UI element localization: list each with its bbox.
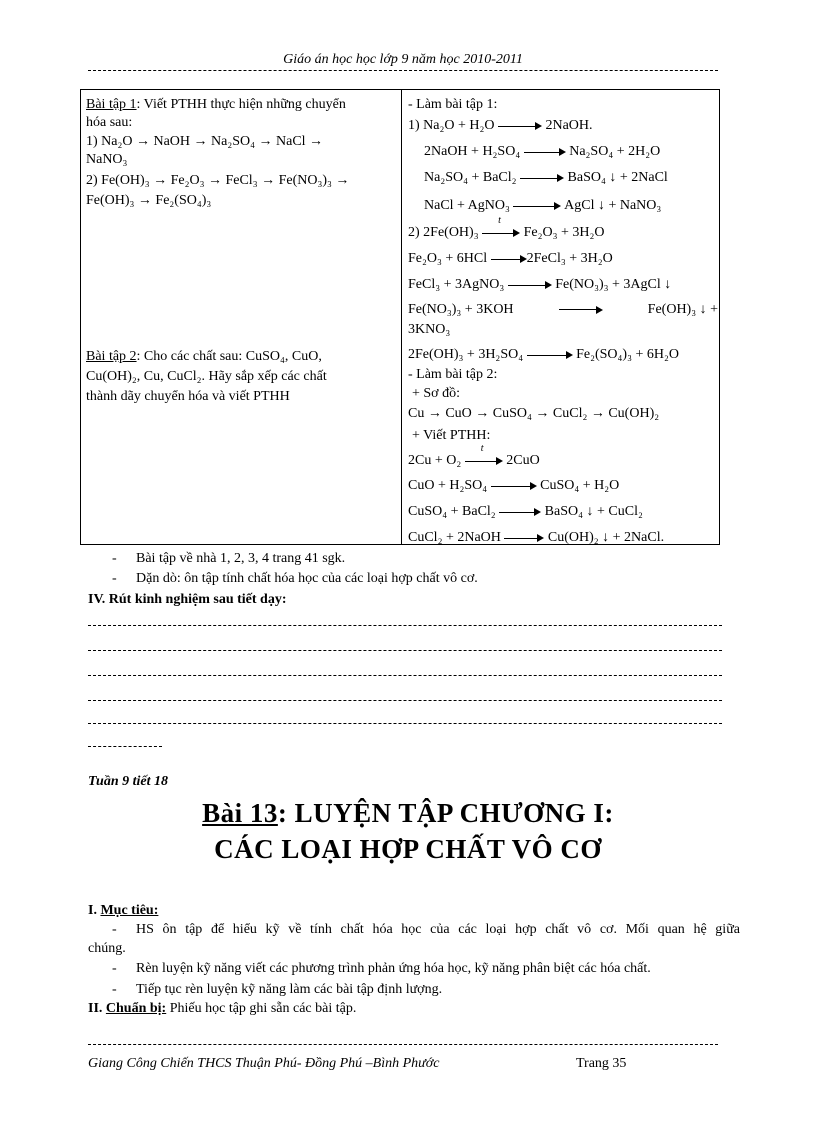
equation-row: 2Cu + O₂ t 2CuO [408, 443, 540, 468]
reaction-arrow-icon [524, 143, 566, 160]
objectives-heading: I. Mục tiêu: [88, 903, 159, 918]
objective-item: HS ôn tập để hiểu kỹ về tính chất hóa học của các loại hợp chất vô cơ. Mối quan hệ giữa [136, 922, 740, 937]
exercise-1-title: Bài tập 1 [86, 97, 137, 112]
equation-row: FeCl₃ + 3AgNO₃ Fe(NO₃)₃ + 3AgCl ↓ [408, 277, 672, 292]
equation-row: Fe₂O₃ + 6HCl 2FeCl₃ + 3H₂O [408, 251, 613, 266]
header-divider [88, 70, 718, 71]
reaction-arrow-icon [499, 503, 541, 520]
note-line [88, 650, 722, 651]
equation-row: 2NaOH + H₂SO₄ Na₂SO₄ + 2H₂O [424, 144, 661, 159]
dash-bullet: - [112, 922, 117, 937]
reaction-arrow-icon [513, 197, 561, 214]
note-line [88, 675, 722, 676]
equation-row: CuO + H₂SO₄ CuSO₄ + H₂O [408, 478, 620, 493]
footer-author: Giang Công Chiến THCS Thuận Phú- Đồng Phú –Bình Phước [88, 1056, 440, 1071]
dash-bullet: - [112, 571, 117, 586]
reaction-arrow-icon [491, 250, 527, 267]
reaction-arrow-icon [491, 477, 537, 494]
heat-arrow-icon: t [465, 452, 503, 469]
footer-divider [88, 1044, 718, 1045]
dash-bullet: - [112, 982, 117, 997]
table-column-divider [401, 89, 402, 545]
dash-bullet: - [112, 961, 117, 976]
objective-item: Tiếp tục rèn luyện kỹ năng làm các bài tập định lượng. [136, 982, 443, 997]
equation-row: Fe(NO₃)₃ + 3KOH Fe(OH)₃ ↓ + [408, 302, 718, 317]
equation-row: NaCl + AgNO₃ AgCl ↓ + NaNO₃ [424, 198, 662, 213]
homework-item: Bài tập về nhà 1, 2, 3, 4 trang 41 sgk. [136, 551, 346, 566]
objective-item: Rèn luyện kỹ năng viết các phương trình phản ứng hóa học, kỹ năng phân biệt các hóa chất. [136, 961, 651, 976]
equation-row: CuSO₄ + BaCl₂ BaSO₄ ↓ + CuCl₂ [408, 504, 643, 519]
reaction-arrow-icon [520, 169, 564, 186]
page-header: Giáo án học học lớp 9 năm học 2010-2011 [283, 52, 523, 67]
note-line [88, 625, 722, 626]
equation-row: 1) Na₂O + H₂O 2NaOH. [408, 118, 593, 133]
dash-bullet: - [112, 551, 117, 566]
reaction-arrow-icon [559, 301, 603, 318]
heat-arrow-icon: t [482, 224, 520, 241]
lesson-title-line-2: CÁC LOẠI HỢP CHẤT VÔ CƠ [214, 834, 602, 864]
exercise-2-title: Bài tập 2 [86, 349, 137, 364]
reaction-arrow-icon [527, 346, 573, 363]
reaction-arrow-icon [498, 117, 542, 134]
lesson-title-line-1: Bài 13: LUYỆN TẬP CHƯƠNG I: [202, 798, 614, 828]
week-label: Tuần 9 tiết 18 [88, 774, 168, 789]
preparation-line: II. Chuẩn bị: Phiếu học tập ghi sẵn các bài tập. [88, 1001, 357, 1016]
equation-row: Na₂SO₄ + BaCl₂ BaSO₄ ↓ + 2NaCl [424, 170, 668, 185]
reaction-arrow-icon [508, 276, 552, 293]
homework-item: Dặn dò: ôn tập tính chất hóa học của các loại hợp chất vô cơ. [136, 571, 478, 586]
equation-row: CuCl₂ + 2NaOH Cu(OH)₂ ↓ + 2NaCl. [408, 530, 665, 545]
objective-item-continued: chúng. [88, 941, 126, 956]
note-line [88, 700, 722, 701]
section-4-heading: IV. Rút kinh nghiệm sau tiết dạy: [88, 592, 287, 607]
reaction-arrow-icon [504, 529, 544, 546]
equation-row: 2) 2Fe(OH)₃ t Fe₂O₃ + 3H₂O [408, 215, 605, 240]
note-line [88, 723, 722, 724]
footer-page-number: Trang 35 [576, 1056, 627, 1071]
note-line [88, 746, 162, 747]
equation-row: 2Fe(OH)₃ + 3H₂SO₄ Fe₂(SO₄)₃ + 6H₂O [408, 347, 679, 362]
